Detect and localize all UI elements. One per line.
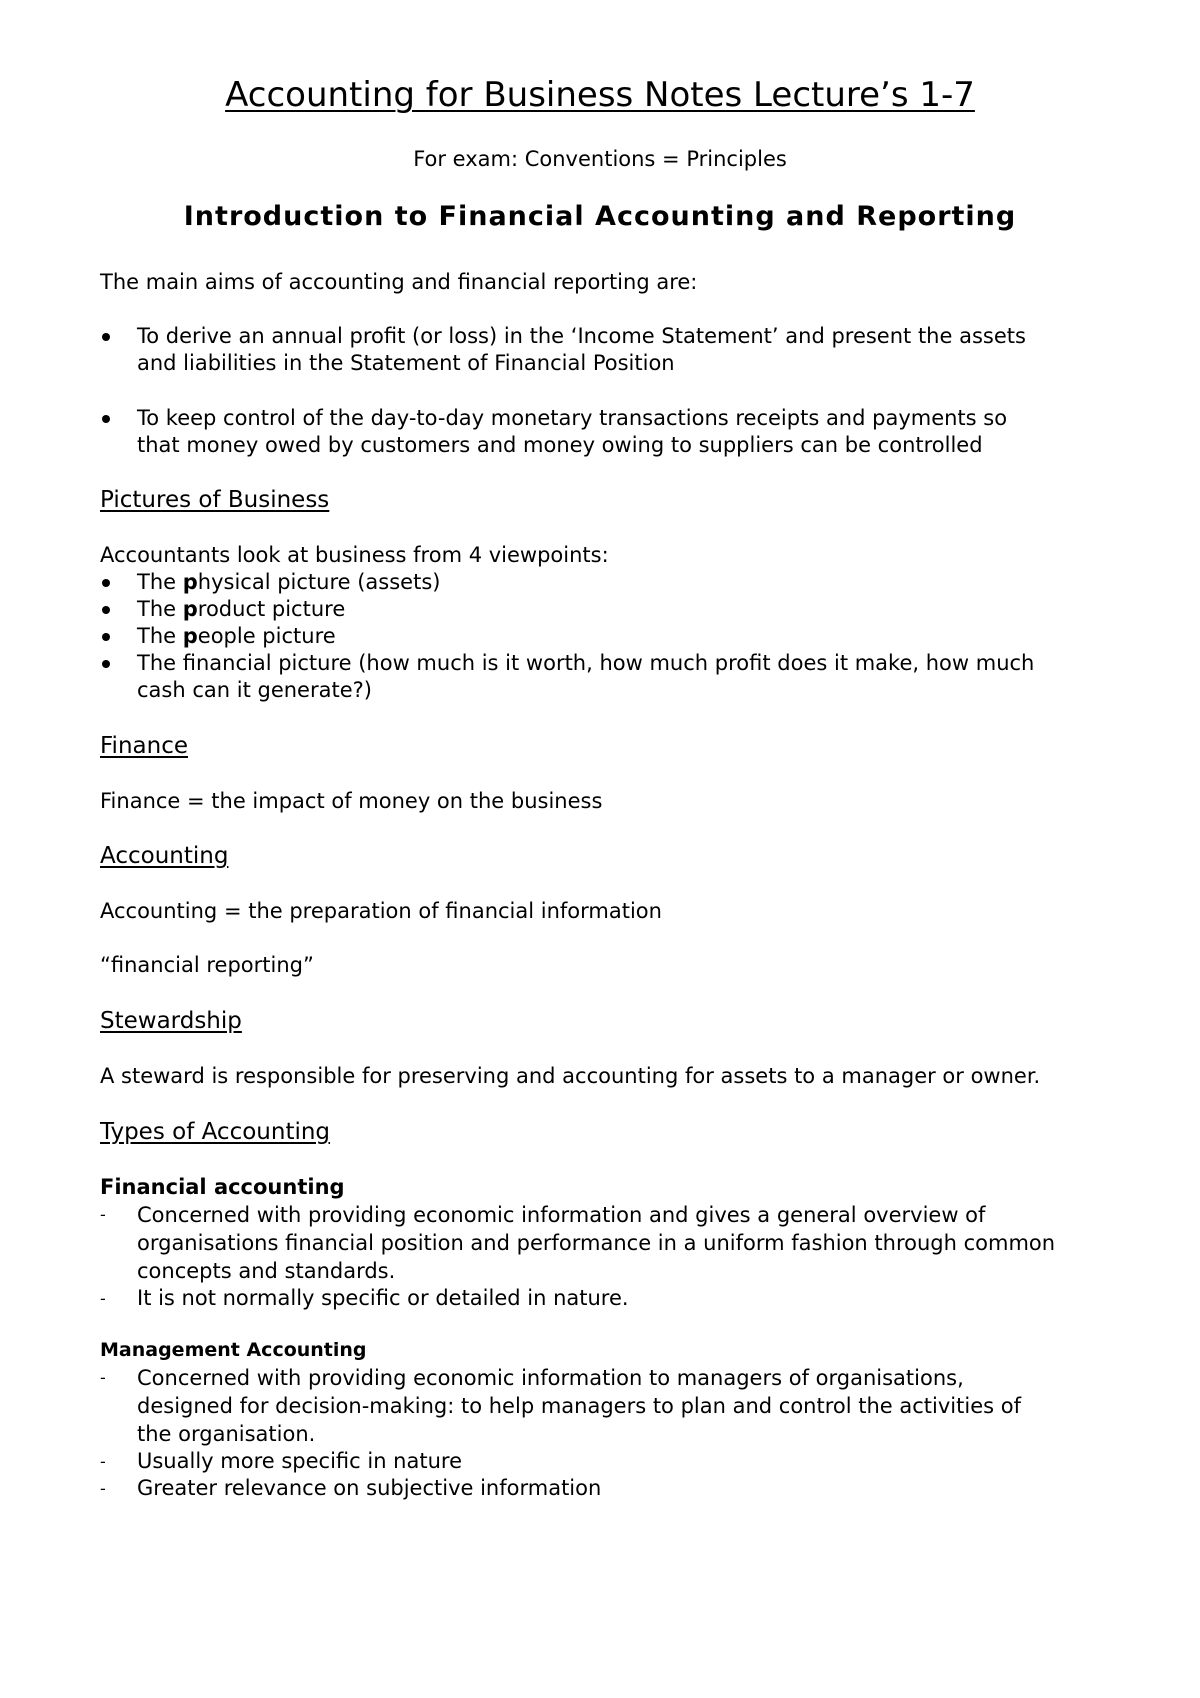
financial-picture-line-2: cash can it generate?) <box>137 678 372 702</box>
stewardship-heading: Stewardship <box>100 1008 242 1034</box>
management-item-1-line-1: Concerned with providing economic information to managers of organisations, <box>137 1366 964 1390</box>
finance-heading: Finance <box>100 733 188 759</box>
section-heading: Introduction to Financial Accounting and Reporting <box>183 201 1017 232</box>
dash-icon: - <box>100 1205 106 1224</box>
types-heading: Types of Accounting <box>100 1119 331 1145</box>
accounting-text: Accounting = the preparation of financial information <box>100 899 662 923</box>
financial-item-2: It is not normally specific or detailed in nature. <box>137 1286 629 1310</box>
dash-icon: - <box>100 1479 106 1498</box>
financial-item-1-line-3: concepts and standards. <box>137 1259 396 1283</box>
financial-accounting-heading: Financial accounting <box>100 1175 345 1199</box>
stewardship-text: A steward is responsible for preserving and accounting for assets to a manager or owner. <box>100 1064 1041 1088</box>
financial-picture-line-1: The financial picture (how much is it worth, how much profit does it make, how much <box>137 651 1035 675</box>
pictures-heading: Pictures of Business <box>100 487 330 513</box>
accounting-heading: Accounting <box>100 843 229 869</box>
aim-2-line-1: To keep control of the day-to-day monetary transactions receipts and payments so <box>137 406 1008 430</box>
document-page: Accounting for Business Notes Lecture’s 1-7 For exam: Conventions = Principles Introduction to Financial Accounting and Reporting The main aims of accounting and financial reporting are: To derive an annual profit (or loss) in the ‘Income Statement’ and present the assets and liabilities in the Statement of Financial Position To keep control of the day-to-day monetary transactions receipts and payments so that money owed by customers and money owing to suppliers can be controlled Pictures of Business Accountants look at business from 4 viewpoints: The physical picture (assets) The product picture The people picture The financial picture (how much is it worth, how much profit does it make, how much cash can it generate?) Finance Finance = the impact of money on the business Accounting Accounting = the preparation of financial information “financial reporting” Stewardship A steward is responsible for preserving and accounting for assets to a manager or owner. Types of Accounting Financial accounting - Concerned with providing economic information and gives a general overview of organisations financial position and performance in a uniform fashion through common concepts and standards. - It is not normally specific or detailed in nature. Management Accounting - Concerned with providing economic information to managers of organisations, designed for decision-making: to help managers to plan and control the activities of the organisation. - Usually more specific in nature - Greater relevance on subjective information <box>0 0 1200 1698</box>
management-accounting-heading: Management Accounting <box>100 1339 367 1361</box>
aim-1-line-1: To derive an annual profit (or loss) in the ‘Income Statement’ and present the assets <box>137 324 1026 348</box>
management-item-1-line-2: designed for decision-making: to help managers to plan and control the activities of <box>137 1394 1021 1418</box>
exam-note: For exam: Conventions = Principles <box>413 147 787 171</box>
financial-item-1-line-1: Concerned with providing economic information and gives a general overview of <box>137 1203 986 1227</box>
aim-1-line-2: and liabilities in the Statement of Financial Position <box>137 351 675 375</box>
dash-icon: - <box>100 1289 106 1308</box>
management-item-1-line-3: the organisation. <box>137 1422 316 1446</box>
management-item-2: Usually more specific in nature <box>137 1449 462 1473</box>
dash-icon: - <box>100 1452 106 1471</box>
financial-item-1-line-2: organisations financial position and performance in a uniform fashion through common <box>137 1231 1056 1255</box>
management-item-3: Greater relevance on subjective information <box>137 1476 602 1500</box>
intro-text: The main aims of accounting and financial reporting are: <box>100 270 698 294</box>
aim-2-line-2: that money owed by customers and money owing to suppliers can be controlled <box>137 433 983 457</box>
dash-icon: - <box>100 1368 106 1387</box>
pictures-intro: Accountants look at business from 4 viewpoints: <box>100 543 609 567</box>
page-title: Accounting for Business Notes Lecture’s 1-7 <box>225 75 975 115</box>
finance-text: Finance = the impact of money on the business <box>100 789 603 813</box>
accounting-quote: “financial reporting” <box>100 953 314 977</box>
